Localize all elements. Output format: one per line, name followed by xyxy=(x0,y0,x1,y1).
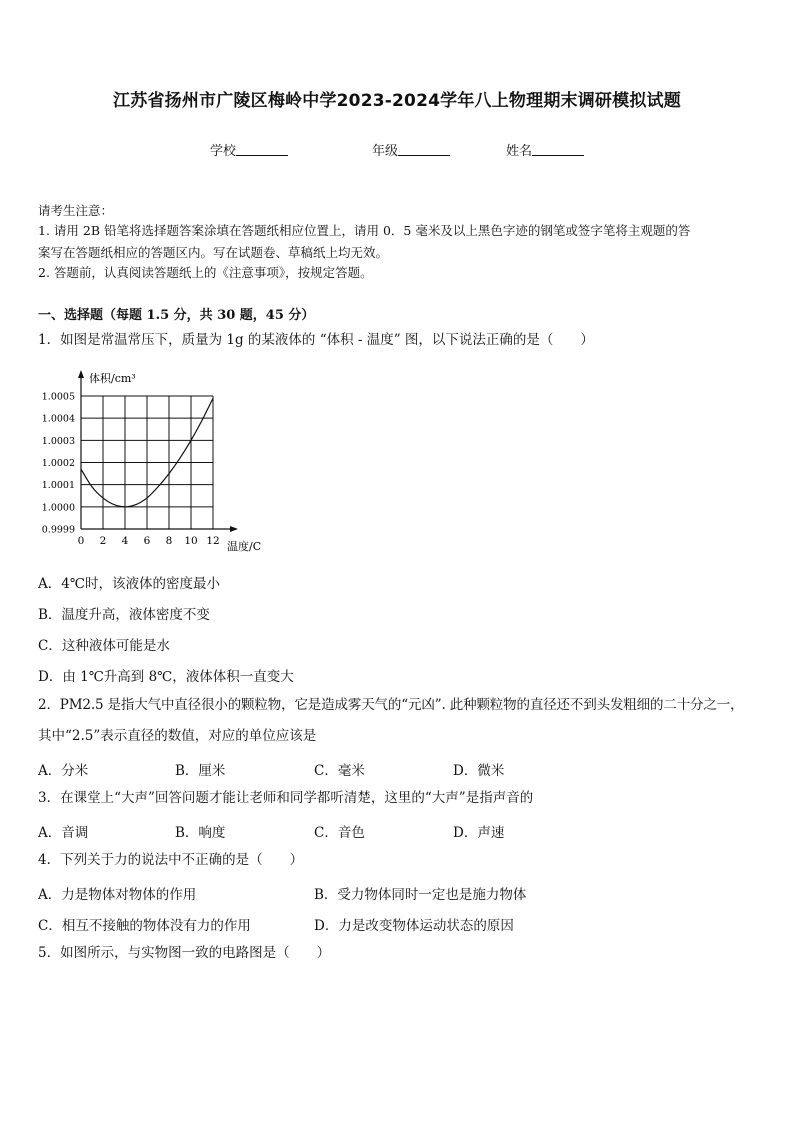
x-tick-label: 12 xyxy=(206,535,220,547)
q1-option-d[interactable]: D．由 1℃升高到 8℃，液体体积一直变大 xyxy=(38,669,294,685)
y-axis-label: 体积/cm³ xyxy=(89,372,136,385)
q2-option-b[interactable]: B．厘米 xyxy=(175,763,226,779)
q2-option-d[interactable]: D．微米 xyxy=(453,763,505,779)
q4-option-d[interactable]: D．力是改变物体运动状态的原因 xyxy=(314,918,514,934)
x-tick-label: 8 xyxy=(165,535,173,547)
y-tick-label: 0.9999 xyxy=(41,524,75,536)
q3-option-a[interactable]: A．音调 xyxy=(38,825,89,841)
x-axis-label: 温度/C xyxy=(227,540,262,553)
q2-option-c[interactable]: C．毫米 xyxy=(314,763,365,779)
name-blank[interactable] xyxy=(532,142,584,156)
q1-option-a[interactable]: A．4℃时，该液体的密度最小 xyxy=(38,576,220,592)
y-tick-label: 1.0005 xyxy=(41,391,75,403)
q4-option-c[interactable]: C．相互不接触的物体没有力的作用 xyxy=(38,918,251,934)
notice-item-1-line-1: 1. 请用 2B 铅笔将选择题答案涂填在答题纸相应位置上，请用 0．5 毫米及以上黑色字迹的钢笔或签字笔将主观题的答 xyxy=(38,223,691,238)
q2-stem-line-1: 2．PM2.5 是指大气中直径很小的颗粒物，它是造成雾天气的“元凶”. 此种颗粒物的直径还不到头发粗细的二十分之一， xyxy=(38,697,744,713)
q5-stem: 5．如图所示，与实物图一致的电路图是（ ） xyxy=(38,945,331,961)
notice-item-2: 2. 答题前，认真阅读答题纸上的《注意事项》，按规定答题。 xyxy=(38,265,373,280)
notice-item-1-line-2: 案写在答题纸相应的答题区内。写在试题卷、草稿纸上均无效。 xyxy=(38,245,389,260)
x-tick-label: 4 xyxy=(121,535,129,547)
school-blank[interactable] xyxy=(236,142,288,156)
x-tick-label: 0 xyxy=(77,535,85,547)
q1-option-b[interactable]: B．温度升高，液体密度不变 xyxy=(38,607,210,623)
y-tick-label: 1.0002 xyxy=(41,458,75,469)
school-label: 学校 xyxy=(210,144,237,159)
q2-stem-line-2: 其中“2.5”表示直径的数值，对应的单位应该是 xyxy=(38,728,317,744)
x-tick-label: 2 xyxy=(99,535,107,547)
school-field xyxy=(210,140,288,159)
section-title: 一、选择题（每题 1.5 分，共 30 题，45 分） xyxy=(38,308,315,323)
q4-option-a[interactable]: A．力是物体对物体的作用 xyxy=(38,887,197,903)
q4-option-b[interactable]: B．受力物体同时一定也是施力物体 xyxy=(314,887,527,903)
chart-grid xyxy=(81,396,213,529)
q3-option-b[interactable]: B．响度 xyxy=(175,825,226,841)
grade-label: 年级 xyxy=(372,144,399,159)
grade-blank[interactable] xyxy=(398,142,450,156)
y-tick-label: 1.0000 xyxy=(41,502,75,514)
y-tick-label: 1.0004 xyxy=(41,413,75,425)
q3-option-c[interactable]: C．音色 xyxy=(314,825,365,841)
x-tick-label: 6 xyxy=(143,535,151,547)
volume-temperature-chart xyxy=(36,366,286,558)
y-tick-label: 1.0001 xyxy=(41,480,75,492)
exam-title: 江苏省扬州市广陵区梅岭中学2023-2024学年八上物理期末调研模拟试题 xyxy=(113,91,681,111)
x-tick-label: 10 xyxy=(184,535,198,547)
name-label: 姓名 xyxy=(506,144,533,159)
y-axis-arrow xyxy=(78,370,84,378)
x-axis-arrow xyxy=(230,526,238,532)
q2-option-a[interactable]: A．分米 xyxy=(38,763,89,779)
q1-stem: 1．如图是常温常压下，质量为 1g 的某液体的 “体积 - 温度” 图，以下说法正确的是（ ） xyxy=(38,332,594,348)
notice-heading: 请考生注意： xyxy=(38,203,114,218)
chart-tick-labels xyxy=(42,392,220,548)
chart-axes xyxy=(78,370,238,532)
q4-stem: 4．下列关于力的说法中不正确的是（ ） xyxy=(38,852,304,868)
y-tick-label: 1.0003 xyxy=(41,435,75,447)
name-field xyxy=(506,140,584,159)
q1-option-c[interactable]: C．这种液体可能是水 xyxy=(38,638,170,654)
grade-field xyxy=(372,140,450,159)
q3-stem: 3．在课堂上“大声”回答问题才能让老师和同学都听清楚，这里的“大声”是指声音的 xyxy=(38,790,534,806)
q3-option-d[interactable]: D．声速 xyxy=(453,825,505,841)
